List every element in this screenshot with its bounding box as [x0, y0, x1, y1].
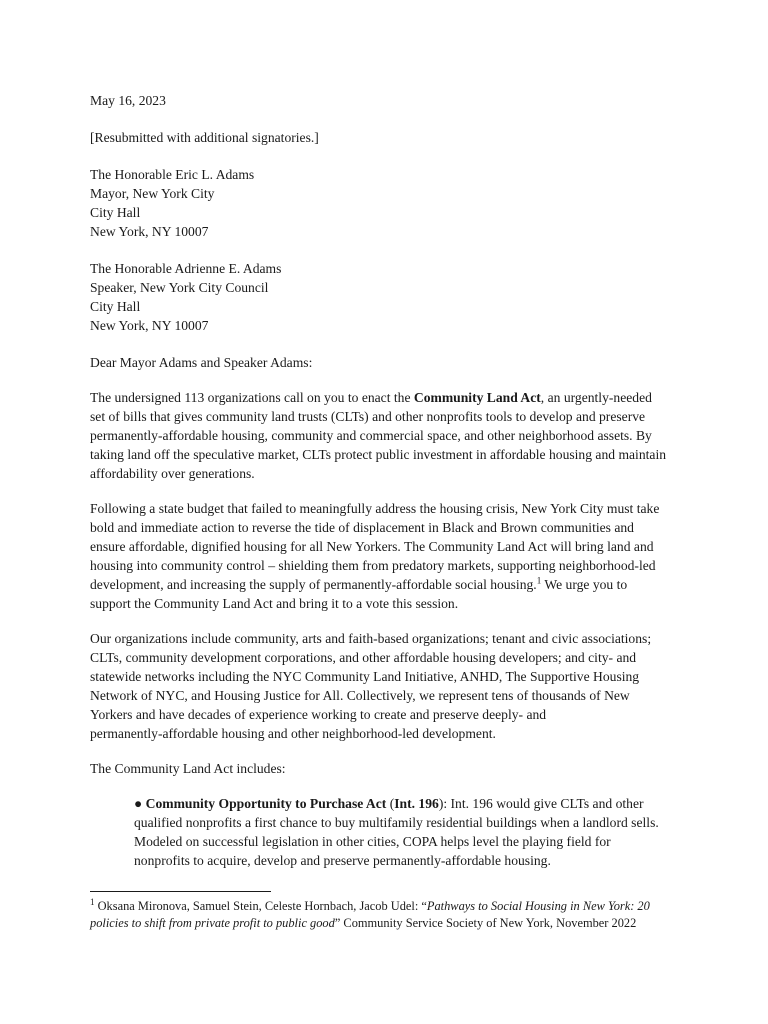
resubmitted-note: [Resubmitted with additional signatories.] — [90, 130, 319, 145]
addressee-line: New York, NY 10007 — [90, 318, 209, 333]
addressee-mayor — [90, 165, 680, 241]
paragraph-intro: The undersigned 113 organizations call on you to enact the Community Land Act, an urgently-needed set of bills that gives community land trusts (CLTs) and other nonprofits tools to develop and preserve permanently-affordable housing, community and commercial space, and other neighborhood assets. By taking land off the speculative market, CLTs protect public investment in affordable housing and maintain affordability over generations. — [90, 390, 667, 481]
salutation: Dear Mayor Adams and Speaker Adams: — [90, 355, 313, 370]
paragraph-organizations: Our organizations include community, arts and faith-based organizations; tenant and civic associations; CLTs, community development corporations, and other affordable housing developers; and city- and statewide networks including the NYC Community Land Initiative, ANHD, The Supportive Housing Network of NYC, and Housing Justice for All. Collectively, we represent tens of thousands of New Yorkers and have decades of experience working to create and preserve deeply- and permanently-affordable housing and other neighborhood-led development. — [90, 631, 652, 741]
bullet-icon: ● — [134, 796, 143, 811]
footnote-marker: 1 — [90, 896, 95, 907]
paragraph-budget: Following a state budget that failed to meaningfully address the housing crisis, New York City must take bold and immediate action to reverse the tide of displacement in Black and Brown communities and ensure affordable, dignified housing for all New Yorkers. The Community Land Act will bring land and housing into community control – shielding them from predatory markets, supporting neighborhood-led development, and increasing the supply of permanently-affordable social housing.$^1$ We urge you to support the Community Land Act and bring it to a vote this session. — [90, 501, 660, 611]
addressee-line: The Honorable Adrienne E. Adams — [90, 261, 282, 276]
footnote: $^1$ Oksana Mironova, Samuel Stein, Celeste Hornbach, Jacob Udel: “Pathways to Social Housing in New York: 20 policies to shift from private profit to public good” Community Service Society of New York, November 2022 — [90, 896, 650, 930]
bill-number: Int. 196 — [394, 796, 439, 811]
addressee-line: Mayor, New York City — [90, 186, 215, 201]
footnote-reference[interactable]: 1 — [536, 575, 542, 586]
addressee-line: The Honorable Eric L. Adams — [90, 167, 255, 182]
footnote-title: Pathways to Social Housing in New York: 20 — [426, 899, 650, 913]
letter-body — [90, 91, 680, 870]
addressee-line: City Hall — [90, 299, 141, 314]
bullet-copa: ● Community Opportunity to Purchase Act (Int. 196): Int. 196 would give CLTs and other qualified nonprofits a first chance to buy multifamily residential buildings when a landlord sells. Modeled on successful legislation in other cities, COPA helps level the playing field for nonprofits to acquire, develop and preserve permanently-affordable housing. — [134, 796, 659, 868]
includes-intro: The Community Land Act includes: — [90, 761, 286, 776]
letter-date: May 16, 2023 — [90, 93, 166, 108]
addressee-line: City Hall — [90, 205, 141, 220]
bullet-title: Community Opportunity to Purchase Act — [145, 796, 387, 811]
community-land-act-title: Community Land Act — [413, 390, 541, 405]
addressee-speaker — [90, 259, 680, 335]
footnote-divider — [90, 891, 271, 892]
addressee-line: New York, NY 10007 — [90, 224, 209, 239]
addressee-line: Speaker, New York City Council — [90, 280, 269, 295]
